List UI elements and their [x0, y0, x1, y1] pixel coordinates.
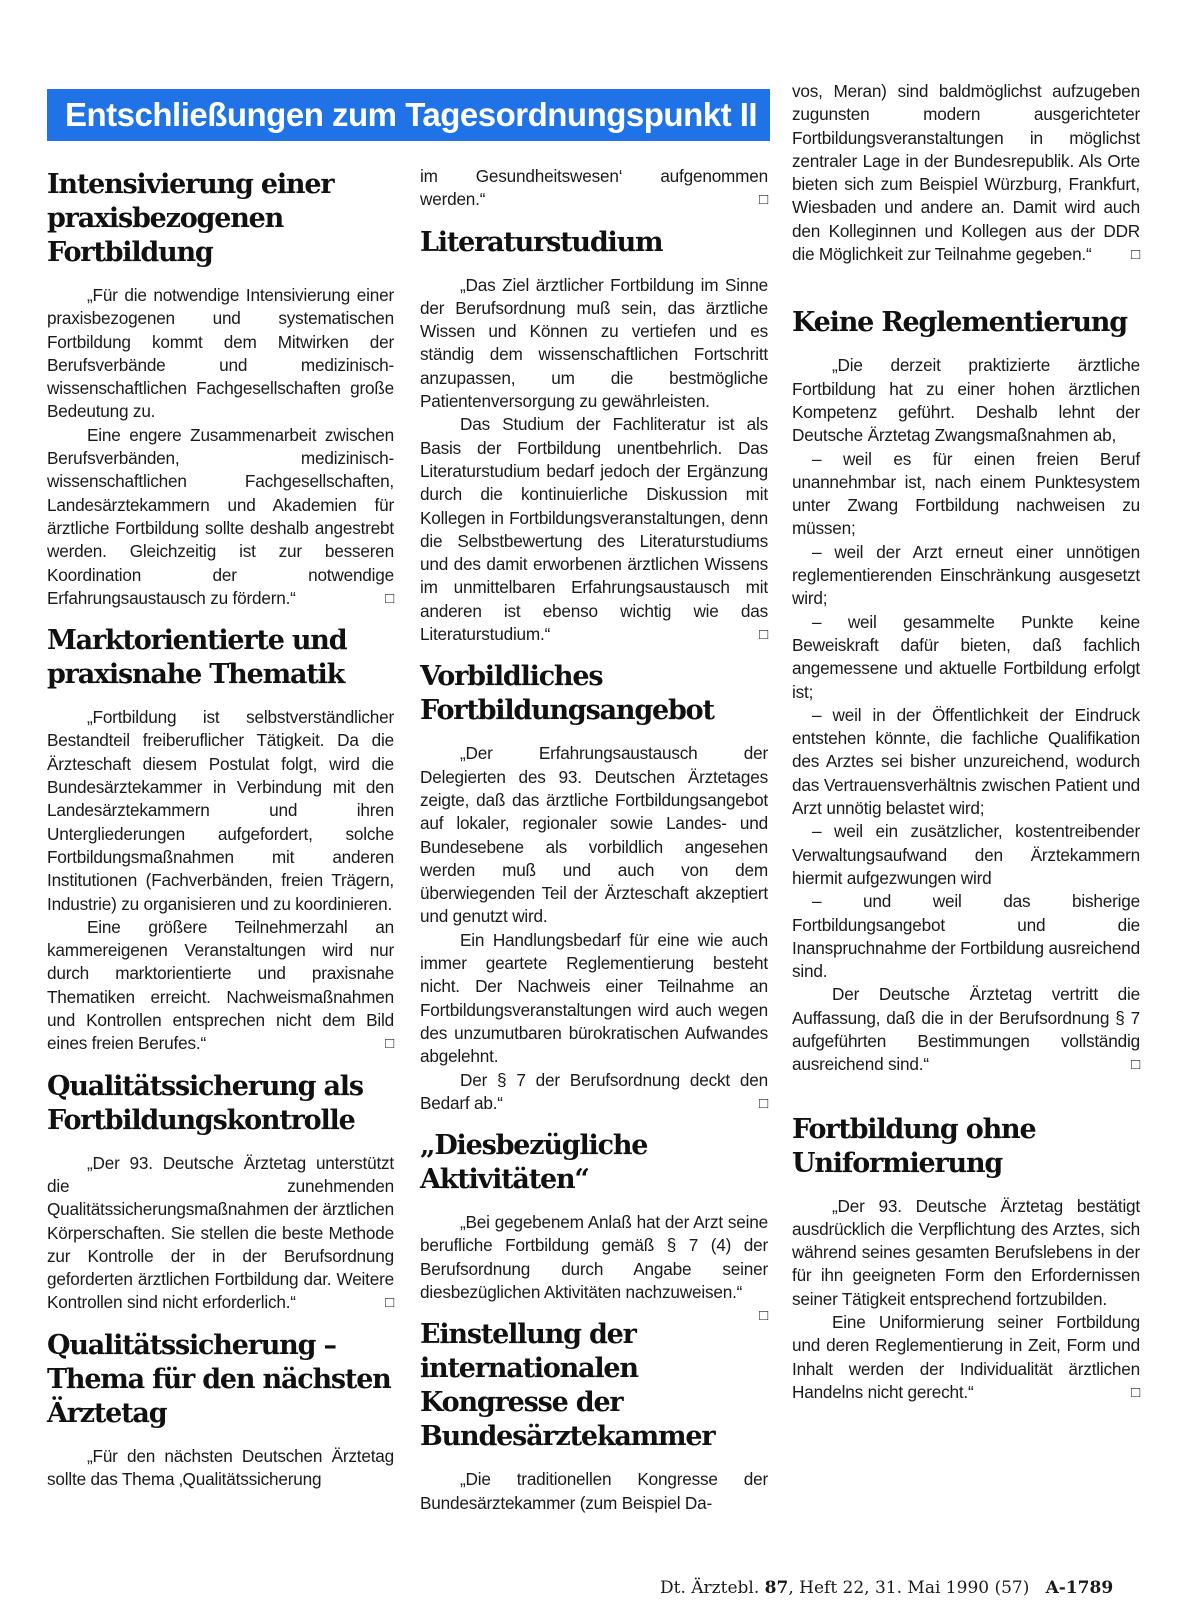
section-qualitaetssicherung-kontrolle [47, 1070, 394, 1315]
paragraph: „Die derzeit praktizierte ärztliche Fortbildung hat zu einer hohen ärztlichen Kompetenz geführt. Deshalb lehnt der Deutsche Ärztetag Zwangsmaßnahmen ab, [792, 355, 1140, 446]
paragraph: im Gesundheitswesen‘ aufgenommen werden.“ □ [420, 165, 768, 212]
page-number: A-1789 [1045, 1578, 1114, 1598]
section-literaturstudium [420, 226, 768, 647]
paragraph: „Der 93. Deutsche Ärztetag bestätigt ausdrücklich die Verpflichtung des Arztes, sich während seines gesamten Berufslebens in der für ihn geeigneten Form den Erfordernissen seiner Tätigkeit entsprechend fortzubilden. [792, 1195, 1140, 1309]
paragraph: Der § 7 der Berufsordnung deckt den Bedarf ab.“ □ [420, 1069, 768, 1116]
section-heading: Fortbildung ohne Uniformierung [792, 1113, 1036, 1179]
list-item: – weil gesammelte Punkte keine Beweiskraft dafür bieten, daß fachlich angemessene und aktuelle Fortbildung erfolgt ist; [792, 611, 1140, 702]
section-heading: Einstellung der internationalen Kongresse der Bundesärztekammer [420, 1319, 715, 1453]
paragraph: „Der 93. Deutsche Ärztetag unterstützt die zunehmenden Qualitätssicherungsmaßnahmen der ärztlichen Körperschaften. Sie stellen die beste Methode zur Kontrolle der in der Berufsordnung geforderten ärztlichen Fortbildung dar. Weitere Kontrollen sind nicht erforderlich.“ □ [47, 1152, 394, 1315]
issue-info: , Heft 22, 31. Mai 1990 (57) [788, 1578, 1030, 1598]
paragraph: Eine engere Zusammenarbeit zwischen Berufsverbänden, medizinisch-wissenschaftlichen Fachgesellschaften, Landesärztekammern und Akademien für ärztliche Fortbildung sollte deshalb angestrebt werden. Gleichzeitig ist zur besseren Koordination der notwendige Erfahrungsaustausch zu fördern.“ □ [47, 424, 394, 610]
paragraph: Ein Handlungsbedarf für eine wie auch immer geartete Reglementierung besteht nicht. Der Nachweis einer Teilnahme an Fortbildungsveranstaltungen wird auch wegen des unzumutbaren bürokratischen Aufwandes abgelehnt. [420, 929, 768, 1067]
list-item: – weil der Arzt erneut einer unnötigen reglementierenden Einschränkung ausgesetzt wird; [792, 541, 1140, 609]
paragraph: „Für den nächsten Deutschen Ärztetag sollte das Thema ‚Qualitätssicherung [47, 1445, 394, 1489]
paragraph: vos, Meran) sind baldmöglichst aufzugeben zugunsten modern ausgerichteter Fortbildungsveranstaltungen in möglichst zentraler Lage in der Bundesrepublik. Als Orte bieten sich zum Beispiel Würzburg, Frankfurt, Wiesbaden und andere an. Damit wird auch den Kolleginnen und Kollegen aus der DDR die Möglichkeit zur Teilnahme gegeben.“ □ [792, 80, 1140, 266]
section-continuation [420, 165, 768, 212]
paragraph: Eine Uniformierung seiner Fortbildung und deren Reglementierung in Zeit, Form und Inhalt werden der Individualität ärztlichen Handelns nicht gerecht.“ □ [792, 1311, 1140, 1404]
section-aktivitaeten [420, 1129, 768, 1304]
paragraph: „Das Ziel ärztlicher Fortbildung im Sinne der Berufsordnung muß sein, das ärztliche Wissen und Können zu vertiefen und es ständig dem wissenschaftlichen Fortschritt anzupassen, um die bestmögliche Patientenversorgung zu gewährleisten. [420, 274, 768, 412]
section-marktorientierte [47, 624, 394, 1055]
list-item: – weil es für einen freien Beruf unannehmbar ist, nach einem Punktesystem unter Zwang Fortbildung nachweisen zu müssen; [792, 448, 1140, 539]
column-3 [792, 80, 1140, 1418]
section-qualitaetssicherung-thema [47, 1329, 394, 1492]
section-vorbildliches [420, 660, 768, 1115]
section-intensivierung [47, 168, 394, 610]
volume-number: 87 [764, 1578, 789, 1598]
section-continuation [792, 80, 1140, 266]
section-heading: Literaturstudium [420, 226, 663, 258]
section-ohne-uniformierung [792, 1113, 1140, 1405]
section-keine-reglementierung [792, 306, 1140, 1076]
paragraph: „Fortbildung ist selbstverständlicher Bestandteil freiberuflicher Tätigkeit. Da die Ärzteschaft diesem Postulat folgt, wird die Bundesärztekammer in Verbindung mit den Landesärztekammern und ihren Untergliederungen aufgefordert, solche Fortbildungsmaßnahmen mit anderen Institutionen (Fachverbänden, freien Trägern, Industrie) zu organisieren und zu koordinieren. [47, 707, 394, 914]
section-heading: Marktorientierte und praxisnahe Thematik [47, 625, 347, 691]
resolutions-banner: Entschließungen zum Tagesordnungspunkt II [47, 89, 770, 141]
paragraph: „Die traditionellen Kongresse der Bundesärztekammer (zum Beispiel Da- [420, 1469, 768, 1513]
column-1 [47, 168, 394, 1505]
section-heading: Vorbildliches Fortbildungsangebot [420, 661, 714, 727]
section-heading: Intensivierung einer praxisbezogenen Fortbildung [47, 169, 334, 268]
paragraph: Eine größere Teilnehmerzahl an kammereigenen Veranstaltungen wird nur durch marktorientierte und praxisnahe Thematiken erreicht. Nachweismaßnahmen und Kontrollen entsprechen nicht dem Bild eines freien Berufes.“ □ [47, 916, 394, 1056]
section-heading: „Diesbezügliche Aktivitäten“ [420, 1130, 648, 1196]
list-item: – weil ein zusätzlicher, kostentreibender Verwaltungsaufwand den Ärztekammern hiermit aufgezwungen wird [792, 821, 1140, 888]
journal-name: Dt. Ärztebl. [660, 1578, 760, 1598]
paragraph: Der Deutsche Ärztetag vertritt die Auffassung, daß die in der Berufsordnung § 7 aufgeführten Bestimmungen vollständig ausreichend sind.“ □ [792, 983, 1140, 1076]
section-kongresse [420, 1318, 768, 1515]
paragraph: „Der Erfahrungsaustausch der Delegierten des 93. Deutschen Ärztetages zeigte, daß das ärztliche Fortbildungsangebot auf lokaler, regionaler sowie Landes- und Bundesebene als vorbildlich angesehen werden muß und auch von dem überwiegenden Teil der Ärzteschaft akzeptiert und genutzt wird. [420, 743, 768, 927]
section-heading: Keine Reglementierung [792, 307, 1127, 339]
list-item: – weil in der Öffentlichkeit der Eindruck entstehen könnte, die fachliche Qualifikation des Arztes sei bisher unzureichend, wodurch das Vertrauensverhältnis zwischen Patient und Arzt unnötig belastet wird; [792, 704, 1140, 819]
page-footer [660, 1578, 1113, 1598]
column-2 [420, 165, 768, 1529]
section-heading: Qualitätssicherung als Fortbildungskontrolle [47, 1070, 363, 1136]
list-item: – und weil das bisherige Fortbildungsangebot und die Inanspruchnahme der Fortbildung ausreichend sind. [792, 891, 1140, 982]
paragraph: „Bei gegebenem Anlaß hat der Arzt seine berufliche Fortbildung gemäß § 7 (4) der Berufsordnung durch Angabe seiner diesbezüglichen Aktivitäten nachzuweisen.“ □ [420, 1211, 768, 1304]
paragraph: „Für die notwendige Intensivierung einer praxisbezogenen und systematischen Fortbildung kommt dem Mitwirken der Berufsverbände und medizinisch-wissenschaftlichen Fachgesellschaften große Bedeutung zu. [47, 285, 394, 422]
paragraph: Das Studium der Fachliteratur ist als Basis der Fortbildung unentbehrlich. Das Literaturstudium bedarf jedoch der Ergänzung durch die kontinuierliche Diskussion mit Kollegen in Fortbildungsveranstaltungen, denn die Selbstbewertung des Literaturstudiums und des damit erworbenen ärztlichen Wissens im unmittelbaren Erfahrungsaustausch mit anderen ist ebenso wichtig wie das Literaturstudium.“ □ [420, 413, 768, 646]
section-heading: Qualitätssicherung – Thema für den nächsten Ärztetag [47, 1329, 391, 1429]
